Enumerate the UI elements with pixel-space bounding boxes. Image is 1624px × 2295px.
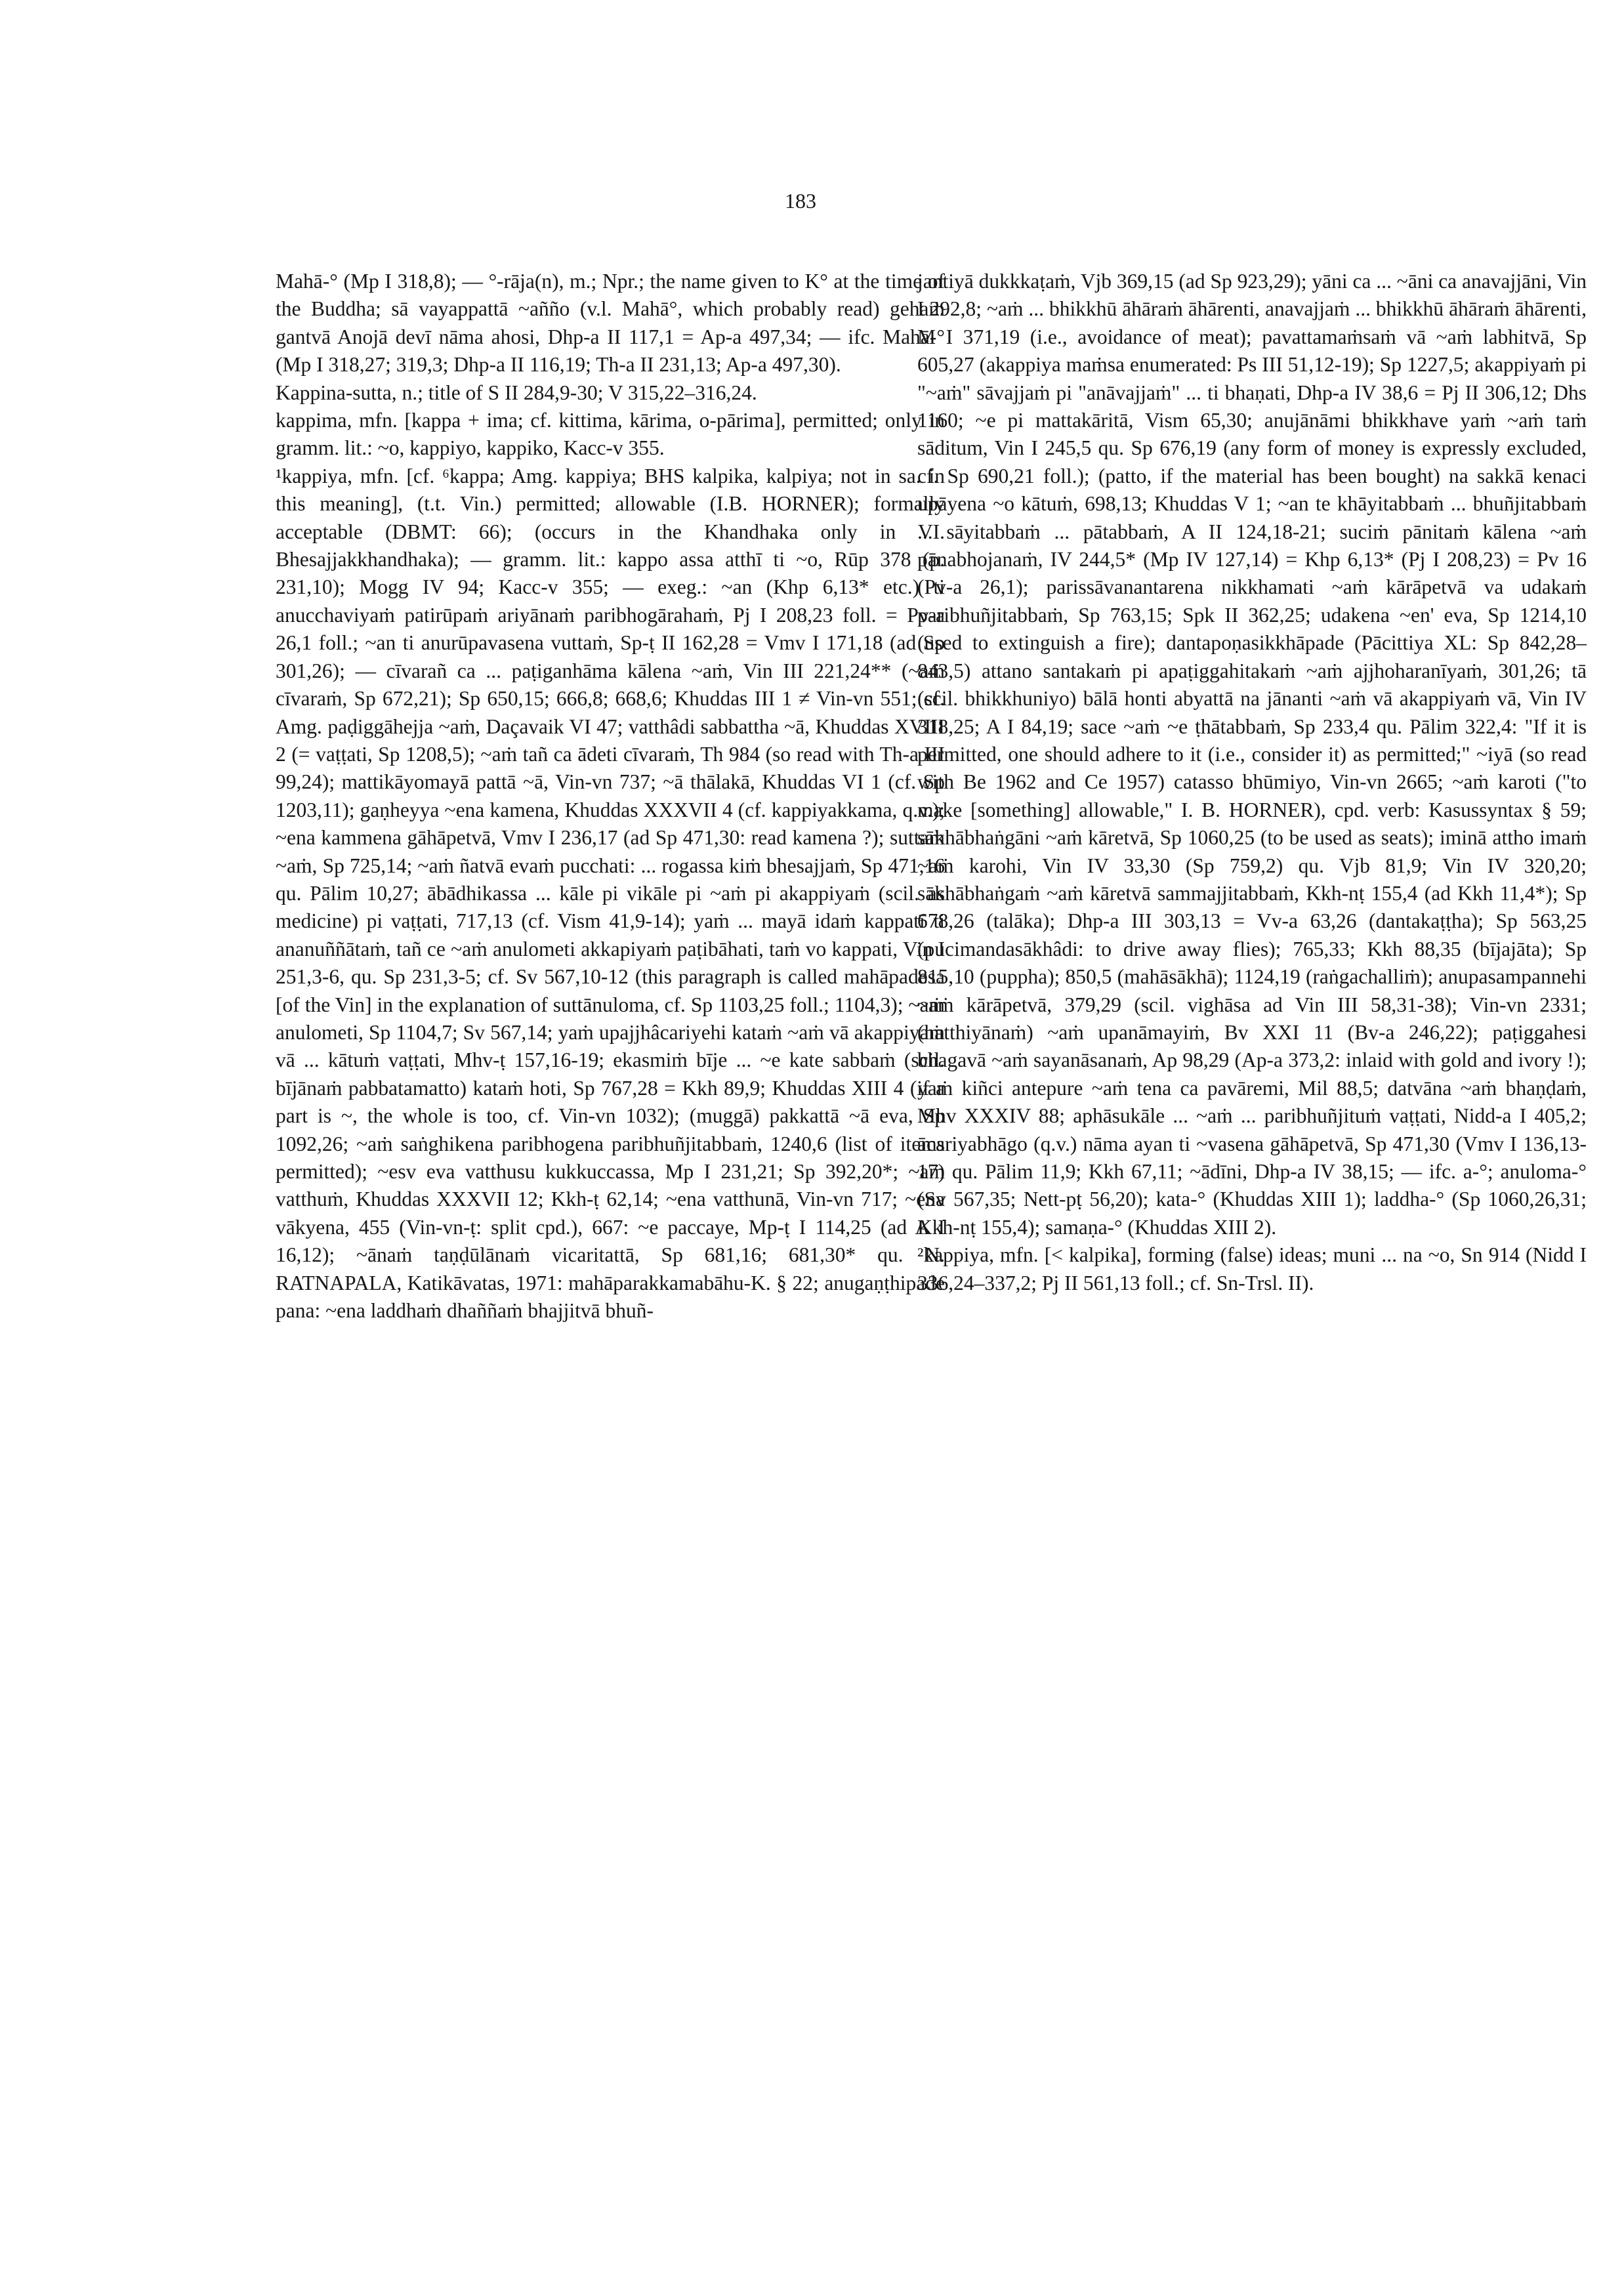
entry-kappiya-1: ¹kappiya, mfn. [cf. ⁶kappa; Amg. kappiya; BHS kalpika, kalpiya; not in sa. in this meaning], (t.t. Vin.) permitted; allowable (I.B. HORNER); formally acceptable (DBMT: 66); (occurs in the Khandhaka only in VI. Bhesajjakkhandhaka); — gramm. lit.: kappo assa atthī ti ~o, Rūp 378 (p. 231,10); Mogg IV 94; Kacc-v 355; — exeg.: ~an (Khp 6,13* etc.) ti anucchaviyaṁ patirūpaṁ ariyānaṁ paribhogārahaṁ, Pj I 208,23 foll. = Pv-a 26,1 foll.; ~an ti anurūpavasena vuttaṁ, Sp-ṭ II 162,28 = Vmv I 171,18 (ad Sp 301,26); — cīvarañ ca ... paṭiganhāma kālena ~aṁ, Vin III 221,24** (~aṁ cīvaraṁ, Sp 672,21); Sp 650,15; 666,8; 668,6; Khuddas III 1 ≠ Vin-vn 551; cf. Amg. paḍiggāhejja ~aṁ, Daçavaik VI 47; vatthâdi sabbattha ~ā, Khuddas XVIII 2 (= vaṭṭati, Sp 1208,5); ~aṁ tañ ca ādeti cīvaraṁ, Th 984 (so read with Th-a III 99,24); mattikāyomayā pattā ~ā, Vin-vn 737; ~ā thālakā, Khuddas VI 1 (cf. Sp 1203,11); gaṇheyya ~ena kamena, Khuddas XXXVII 4 (cf. kappiyakkama, q.v.); ~ena kammena gāhāpetvā, Vmv I 236,17 (ad Sp 471,30: read kamena ?); suttaṁ ~aṁ, Sp 725,14; ~aṁ ñatvā evaṁ pucchati: ... rogassa kiṁ bhesajjaṁ, Sp 471,16 qu. Pālim 10,27; ābādhikassa ... kāle pi vikāle pi ~aṁ pi akappiyaṁ (scil. as medicine) pi vaṭṭati, 717,13 (cf. Vism 41,9-14); yaṁ ... mayā idaṁ kappatī ti ananuññātaṁ, tañ ce ~aṁ anulometi akkapiyaṁ paṭibāhati, taṁ vo kappati, Vin I 251,3-6, qu. Sp 231,3-5; cf. Sv 567,10-12 (this paragraph is called mahāpadesa [of the Vin] in the explanation of suttānuloma, cf. Sp 1103,25 foll.; 1104,3); ~aṁ anulometi, Sp 1104,7; Sv 567,14; yaṁ upajjhâcariyehi kataṁ ~aṁ vā akappiyaṁ vā ... kātuṁ vaṭṭati, Mhv-ṭ 157,16-19; ekasmiṁ bīje ... ~e kate sabbaṁ (scil. bījānaṁ pabbatamatto) kataṁ hoti, Sp 767,28 = Kkh 89,9; Khuddas XIII 4 (if a part is ~, the whole is too, cf. Vin-vn 1032); (muggā) pakkattā ~ā eva, Sp 1092,26; ~aṁ saṅghikena paribhogena paribhuñjitabbaṁ, 1240,6 (list of items permitted); ~esv eva vatthusu kukkuccassa, Mp I 231,21; Sp 392,20*; ~aṁ vatthuṁ, Khuddas XXXVII 12; Kkh-ṭ 62,14; ~ena vatthunā, Vin-vn 717; ~ena vākyena, 455 (Vin-vn-ṭ: split cpd.), 667: ~e paccaye, Mp-ṭ I 114,25 (ad A I 16,12); ~ānaṁ taṇḍūlānaṁ vicaritattā, Sp 681,16; 681,30* qu. N. RATNAPALA, Katikāvatas, 1971: mahāparakkamabāhu-K. § 22; anugaṇṭhipade pana: ~ena laddhaṁ dhaññaṁ bhajjitvā bhuñ- — [276, 464, 945, 1323]
entry-kappina-sutta: Kappina-sutta, n.; title of S II 284,9-30; V 315,22–316,24. — [276, 381, 757, 404]
entry-kappiya-2: ²kappiya, mfn. [< kalpika], forming (false) ideas; muni ... na ~o, Sn 914 (Nidd I 336,24–337,2; Pj II 561,13 foll.; cf. Sn-Trsl. II). — [917, 1243, 1587, 1294]
left-column — [276, 268, 945, 1325]
entry-kappima: kappima, mfn. [kappa + ima; cf. kittima, kārima, o-pārima], permitted; only in gramm. lit.: ~o, kappiyo, kappiko, Kacc-v 355. — [276, 409, 945, 460]
entry-maha-continuation: Mahā-° (Mp I 318,8); — °-rāja(n), m.; Npr.; the name given to K° at the time of the Buddha; sā vayappattā ~añño (v.l. Mahā°, which probably read) gehaṁ gantvā Anojā devī nāma ahosi, Dhp-a II 117,1 = Ap-a 497,34; — ifc. Mahā-° (Mp I 318,27; 319,3; Dhp-a II 116,19; Th-a II 231,13; Ap-a 497,30). — [276, 270, 945, 377]
right-column — [917, 268, 1587, 1297]
entry-kappiya-1-continuation: jantiyā dukkkaṭaṁ, Vjb 369,15 (ad Sp 923,29); yāni ca ... ~āni ca anavajjāni, Vin I 292,8; ~aṁ ... bhikkhū āhāraṁ āhārenti, anavajjaṁ ... bhikkhū āhāraṁ āhārenti, M I 371,19 (i.e., avoidance of meat); pavattamaṁsaṁ vā ~aṁ labhitvā, Sp 605,27 (akappiya maṁsa enumerated: Ps III 51,12-19); Sp 1227,5; akappiyaṁ pi "~aṁ" sāvajjaṁ pi "anāvajjaṁ" ... ti bhaṇati, Dhp-a IV 38,6 = Pj II 306,12; Dhs 1160; ~e pi mattakāritā, Vism 65,30; anujānāmi bhikkhave yaṁ ~aṁ taṁ sāditum, Vin I 245,5 qu. Sp 676,19 (any form of money is expressly excluded, cf. Sp 690,21 foll.); (patto, if the material has been bought) na sakkā kenaci upāyena ~o kātuṁ, 698,13; Khuddas V 1; ~an te khāyitabbaṁ ... bhuñjitabbaṁ ... sāyitabbaṁ ... pātabbaṁ, A II 124,18-21; suciṁ pānitaṁ kālena ~aṁ pānabhojanaṁ, IV 244,5* (Mp IV 127,14) = Khp 6,13* (Pj I 208,23) = Pv 16 (Pv-a 26,1); parissāvanantarena nikkhamati ~aṁ kārāpetvā va udakaṁ paribhuñjitabbaṁ, Sp 763,15; Spk II 362,25; udakena ~en' eva, Sp 1214,10 (used to extinguish a fire); dantapoṇasikkhāpade (Pācittiya XL: Sp 842,28–843,5) attano santakaṁ pi apaṭiggahitakaṁ ~aṁ ajjhoharanīyaṁ, 301,26; tā (scil. bhikkhuniyo) bālā honti abyattā na jānanti ~aṁ vā akappiyaṁ vā, Vin IV 318,25; A I 84,19; sace ~aṁ ~e ṭhātabbaṁ, Sp 233,4 qu. Pālim 322,4: "If it is permitted, one should adhere to it (i.e., consider it) as permitted;" ~iyā (so read with Be 1962 and Ce 1957) catasso bhūmiyo, Vin-vn 2665; ~aṁ karoti ("to make [something] allowable," I. B. HORNER), cpd. verb: Kasussyntax § 59; sākhābhaṅgāni ~aṁ kāretvā, Sp 1060,25 (to be used as seats); iminā attho imaṁ ~aṁ karohi, Vin IV 33,30 (Sp 759,2) qu. Vjb 81,9; Vin IV 320,20; sākhābhaṅgaṁ ~aṁ kāretvā sammajjitabbaṁ, Kkh-nṭ 155,4 (ad Kkh 11,4*); Sp 678,26 (talāka); Dhp-a III 303,13 = Vv-a 63,26 (dantakaṭṭha); Sp 563,25 (pucimandasākhâdi: to drive away flies); 765,33; Kkh 88,35 (bījajāta); Sp 815,10 (puppha); 850,5 (mahāsākhā); 1124,19 (raṅgachalliṁ); anupasampannehi ~aṁ kārāpetvā, 379,29 (scil. vighāsa ad Vin III 58,31-38); Vin-vn 2331; (hatthiyānaṁ) ~aṁ upanāmayiṁ, Bv XXI 11 (Bv-a 246,22); paṭiggahesi bhagavā ~aṁ sayanāsanaṁ, Ap 98,29 (Ap-a 373,2: inlaid with gold and ivory !); yaṁ kiñci antepure ~aṁ tena ca pavāremi, Mil 88,5; datvāna ~aṁ bhaṇḍaṁ, Mhv XXXIV 88; aphāsukāle ... ~aṁ ... paribhuñjituṁ vaṭṭati, Nidd-a I 405,2; ācariyabhāgo (q.v.) nāma ayan ti ~vasena gāhāpetvā, Sp 471,30 (Vmv I 136,13-17) qu. Pālim 11,9; Kkh 67,11; ~ādīni, Dhp-a IV 38,15; — ifc. a-°; anuloma-° (Sv 567,35; Nett-pṭ 56,20); kata-° (Khuddas XIII 1); laddha-° (Sp 1060,26,31; Kkh-nṭ 155,4); samaṇa-° (Khuddas XIII 2). — [917, 270, 1587, 1239]
page-number: 183 — [785, 189, 816, 213]
